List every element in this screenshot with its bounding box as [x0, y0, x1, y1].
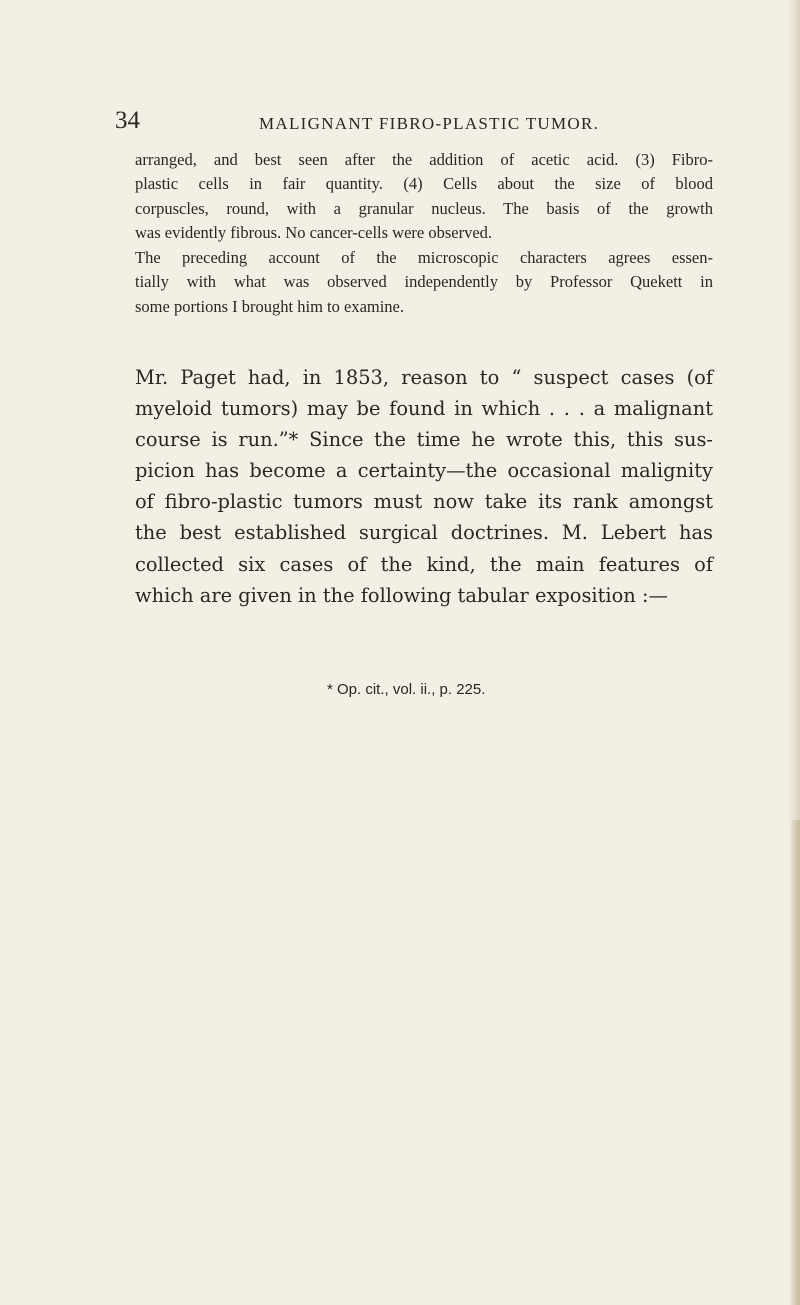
text-line: plastic cells in fair quantity. (4) Cells about the size of blood	[135, 174, 713, 194]
paragraph-microscopic-findings	[135, 148, 713, 246]
text-line: the best established surgical doctrines. M. Lebert has	[135, 521, 713, 545]
text-line: picion has become a certainty—the occasional malignity	[135, 459, 713, 483]
text-line: tially with what was observed independently by Professor Quekett in	[135, 272, 713, 292]
page-edge-stain	[790, 820, 800, 1305]
text-line: some portions I brought him to examine.	[135, 296, 405, 316]
page-number: 34	[115, 107, 140, 134]
running-head: MALIGNANT FIBRO-PLASTIC TUMOR.	[259, 114, 600, 133]
page-header	[115, 100, 715, 140]
text-line: arranged, and best seen after the addition of acetic acid. (3) Fibro-	[135, 150, 713, 169]
text-line: Mr. Paget had, in 1853, reason to “ suspect cases (of	[135, 366, 713, 389]
text-line: collected six cases of the kind, the main features of	[135, 552, 713, 576]
paragraph-quekett	[135, 246, 713, 319]
text-line: of fibro-plastic tumors must now take its rank amongst	[135, 490, 713, 514]
text-line: corpuscles, round, with a granular nucleus. The basis of the growth	[135, 198, 713, 218]
text-line: The preceding account of the microscopic characters agrees essen-	[135, 248, 713, 267]
text-line: was evidently fibrous. No cancer-cells were observed.	[135, 223, 493, 243]
text-line: myeloid tumors) may be found in which . . . a malignant	[135, 397, 713, 421]
text-line: which are given in the following tabular exposition :—	[135, 583, 668, 607]
paragraph-paget	[135, 362, 713, 611]
text-line: course is run.”* Since the time he wrote this, this sus-	[135, 428, 713, 452]
footnote: * Op. cit., vol. ii., p. 225.	[327, 681, 486, 698]
